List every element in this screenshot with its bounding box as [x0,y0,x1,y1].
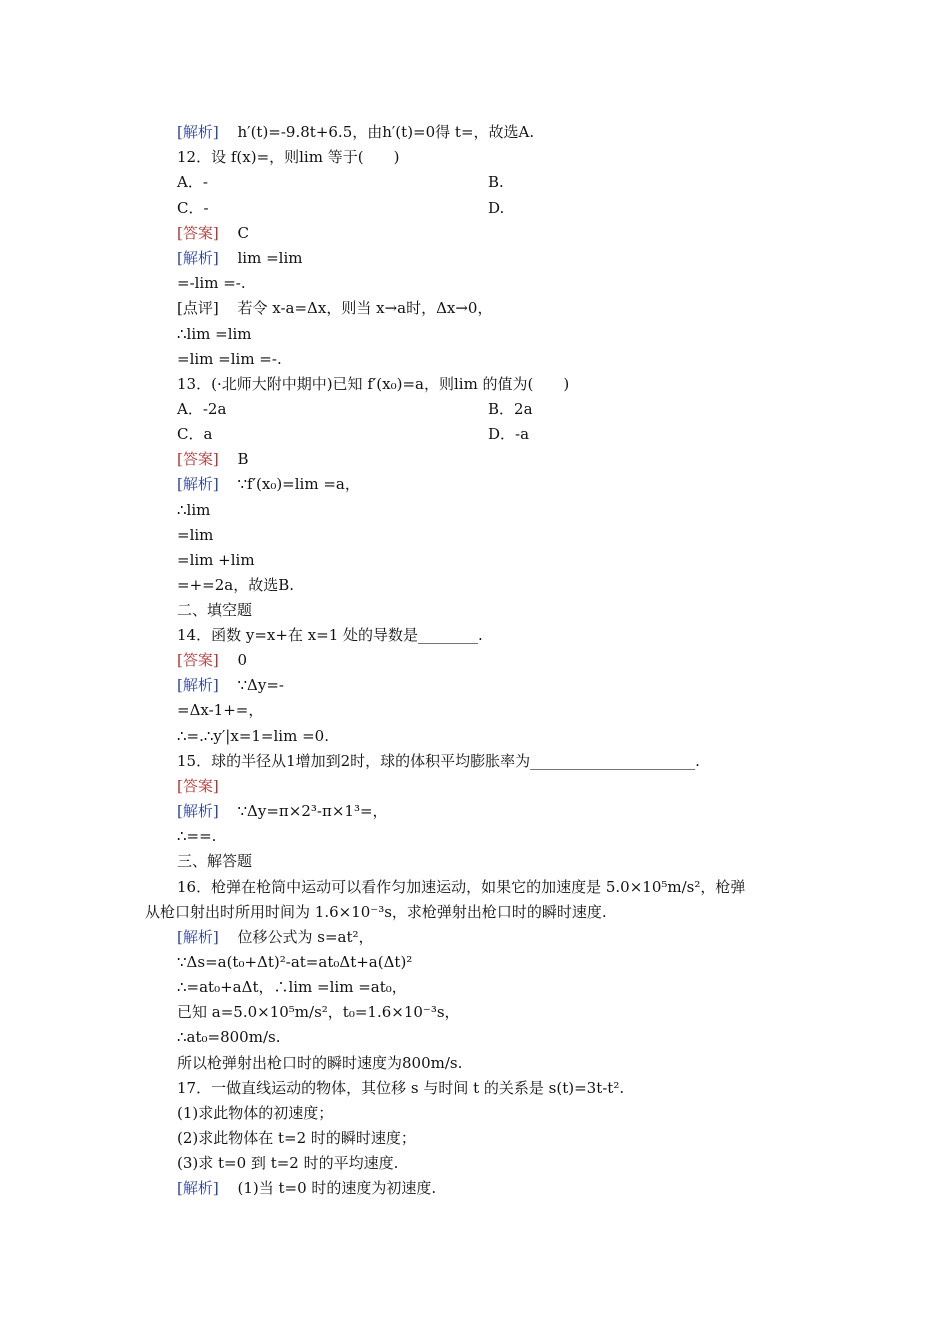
answer-line [177,650,247,670]
answer-line [177,776,219,796]
answer-text: C [237,224,249,242]
answer-tag: [答案] [177,224,219,242]
analysis-line [177,1178,436,1198]
option-b: B．2a [488,400,533,418]
answer-tag: [答案] [177,651,219,669]
derivation-line: ∴lim [177,501,211,519]
derivation-line: 已知 a=5.0×10⁵m/s²，t₀=1.6×10⁻³s， [177,1003,460,1021]
derivation-line: ∴at₀=800m/s. [177,1028,281,1046]
option-b: B. [488,173,504,191]
comment-text: 若令 x-a=Δx，则当 x→a时，Δx→0， [237,299,493,317]
option-d: D．-a [488,425,530,443]
analysis-line [177,927,374,947]
question-15: 15．球的半径从1增加到2时，球的体积平均膨胀率为______________________. [177,752,700,770]
derivation-line: ∴==. [177,827,217,845]
option-a: A．-2a [177,400,227,418]
derivation-line: =lim =lim =-. [177,350,282,368]
derivation-line: =lim +lim [177,551,255,569]
conclusion-line: 所以枪弹射出枪口时的瞬时速度为800m/s. [177,1054,463,1072]
derivation-line: =Δx-1+=， [177,701,264,719]
analysis-text: ∵Δy=π×2³-π×1³=， [237,802,388,820]
section-heading: 三、解答题 [177,852,253,870]
derivation-line: ∵Δs=a(t₀+Δt)²-at=at₀Δt+a(Δt)² [177,953,413,971]
analysis-tag: [解析] [177,676,219,694]
options-row [177,399,777,419]
derivation-line: ∴=.∴y′|x=1=lim =0. [177,727,329,745]
question-14: 14．函数 y=x+在 x=1 处的导数是________. [177,626,483,644]
sub-question: (3)求 t=0 到 t=2 时的平均速度. [177,1154,399,1172]
analysis-tag: [解析] [177,1179,219,1197]
analysis-text: ∵Δy=- [237,676,284,694]
analysis-line [177,248,302,268]
analysis-line [177,801,388,821]
question-16: 16．枪弹在枪筒中运动可以看作匀加速运动，如果它的加速度是 5.0×10⁵m/s²，枪弹 [177,878,746,896]
question-16-continued: 从枪口射出时所用时间为 1.6×10⁻³s，求枪弹射出枪口时的瞬时速度. [145,903,607,921]
answer-tag: [答案] [177,777,219,795]
options-row [177,198,777,218]
analysis-line [177,474,360,494]
analysis-tag: [解析] [177,802,219,820]
answer-text: B [237,450,249,468]
answer-line [177,449,249,469]
analysis-tag: [解析] [177,123,219,141]
options-row [177,172,777,192]
option-d: D. [488,199,505,217]
question-17: 17．一做直线运动的物体，其位移 s 与时间 t 的关系是 s(t)=3t-t². [177,1079,625,1097]
question-12: 12．设 f(x)=，则lim 等于( ) [177,148,400,166]
analysis-text: h′(t)=-9.8t+6.5，由h′(t)=0得 t=，故选A. [237,123,535,141]
option-a: A．- [177,173,208,191]
answer-line [177,223,249,243]
option-c: C．- [177,199,209,217]
sub-question: (1)求此物体的初速度； [177,1104,334,1122]
derivation-line: ∴lim =lim [177,325,252,343]
analysis-text: (1)当 t=0 时的速度为初速度. [237,1179,437,1197]
derivation-line: =+=2a，故选B. [177,576,294,594]
derivation-line: =-lim =-. [177,274,246,292]
analysis-line [177,122,534,142]
section-heading: 二、填空题 [177,601,253,619]
analysis-text: lim =lim [237,249,303,267]
answer-tag: [答案] [177,450,219,468]
derivation-line: =lim [177,526,214,544]
analysis-tag: [解析] [177,928,219,946]
analysis-text: ∵f′(x₀)=lim =a， [237,475,360,493]
comment-line [177,298,492,318]
answer-text: 0 [237,651,248,669]
analysis-tag: [解析] [177,475,219,493]
analysis-line [177,675,284,695]
question-13: 13．(·北师大附中期中)已知 f′(x₀)=a，则lim 的值为( ) [177,375,570,393]
derivation-line: ∴=at₀+aΔt，∴lim =lim =at₀， [177,978,407,996]
option-c: C．a [177,425,213,443]
comment-tag: [点评] [177,299,219,317]
options-row [177,424,777,444]
analysis-tag: [解析] [177,249,219,267]
analysis-text: 位移公式为 s=at²， [237,928,374,946]
sub-question: (2)求此物体在 t=2 时的瞬时速度； [177,1129,416,1147]
